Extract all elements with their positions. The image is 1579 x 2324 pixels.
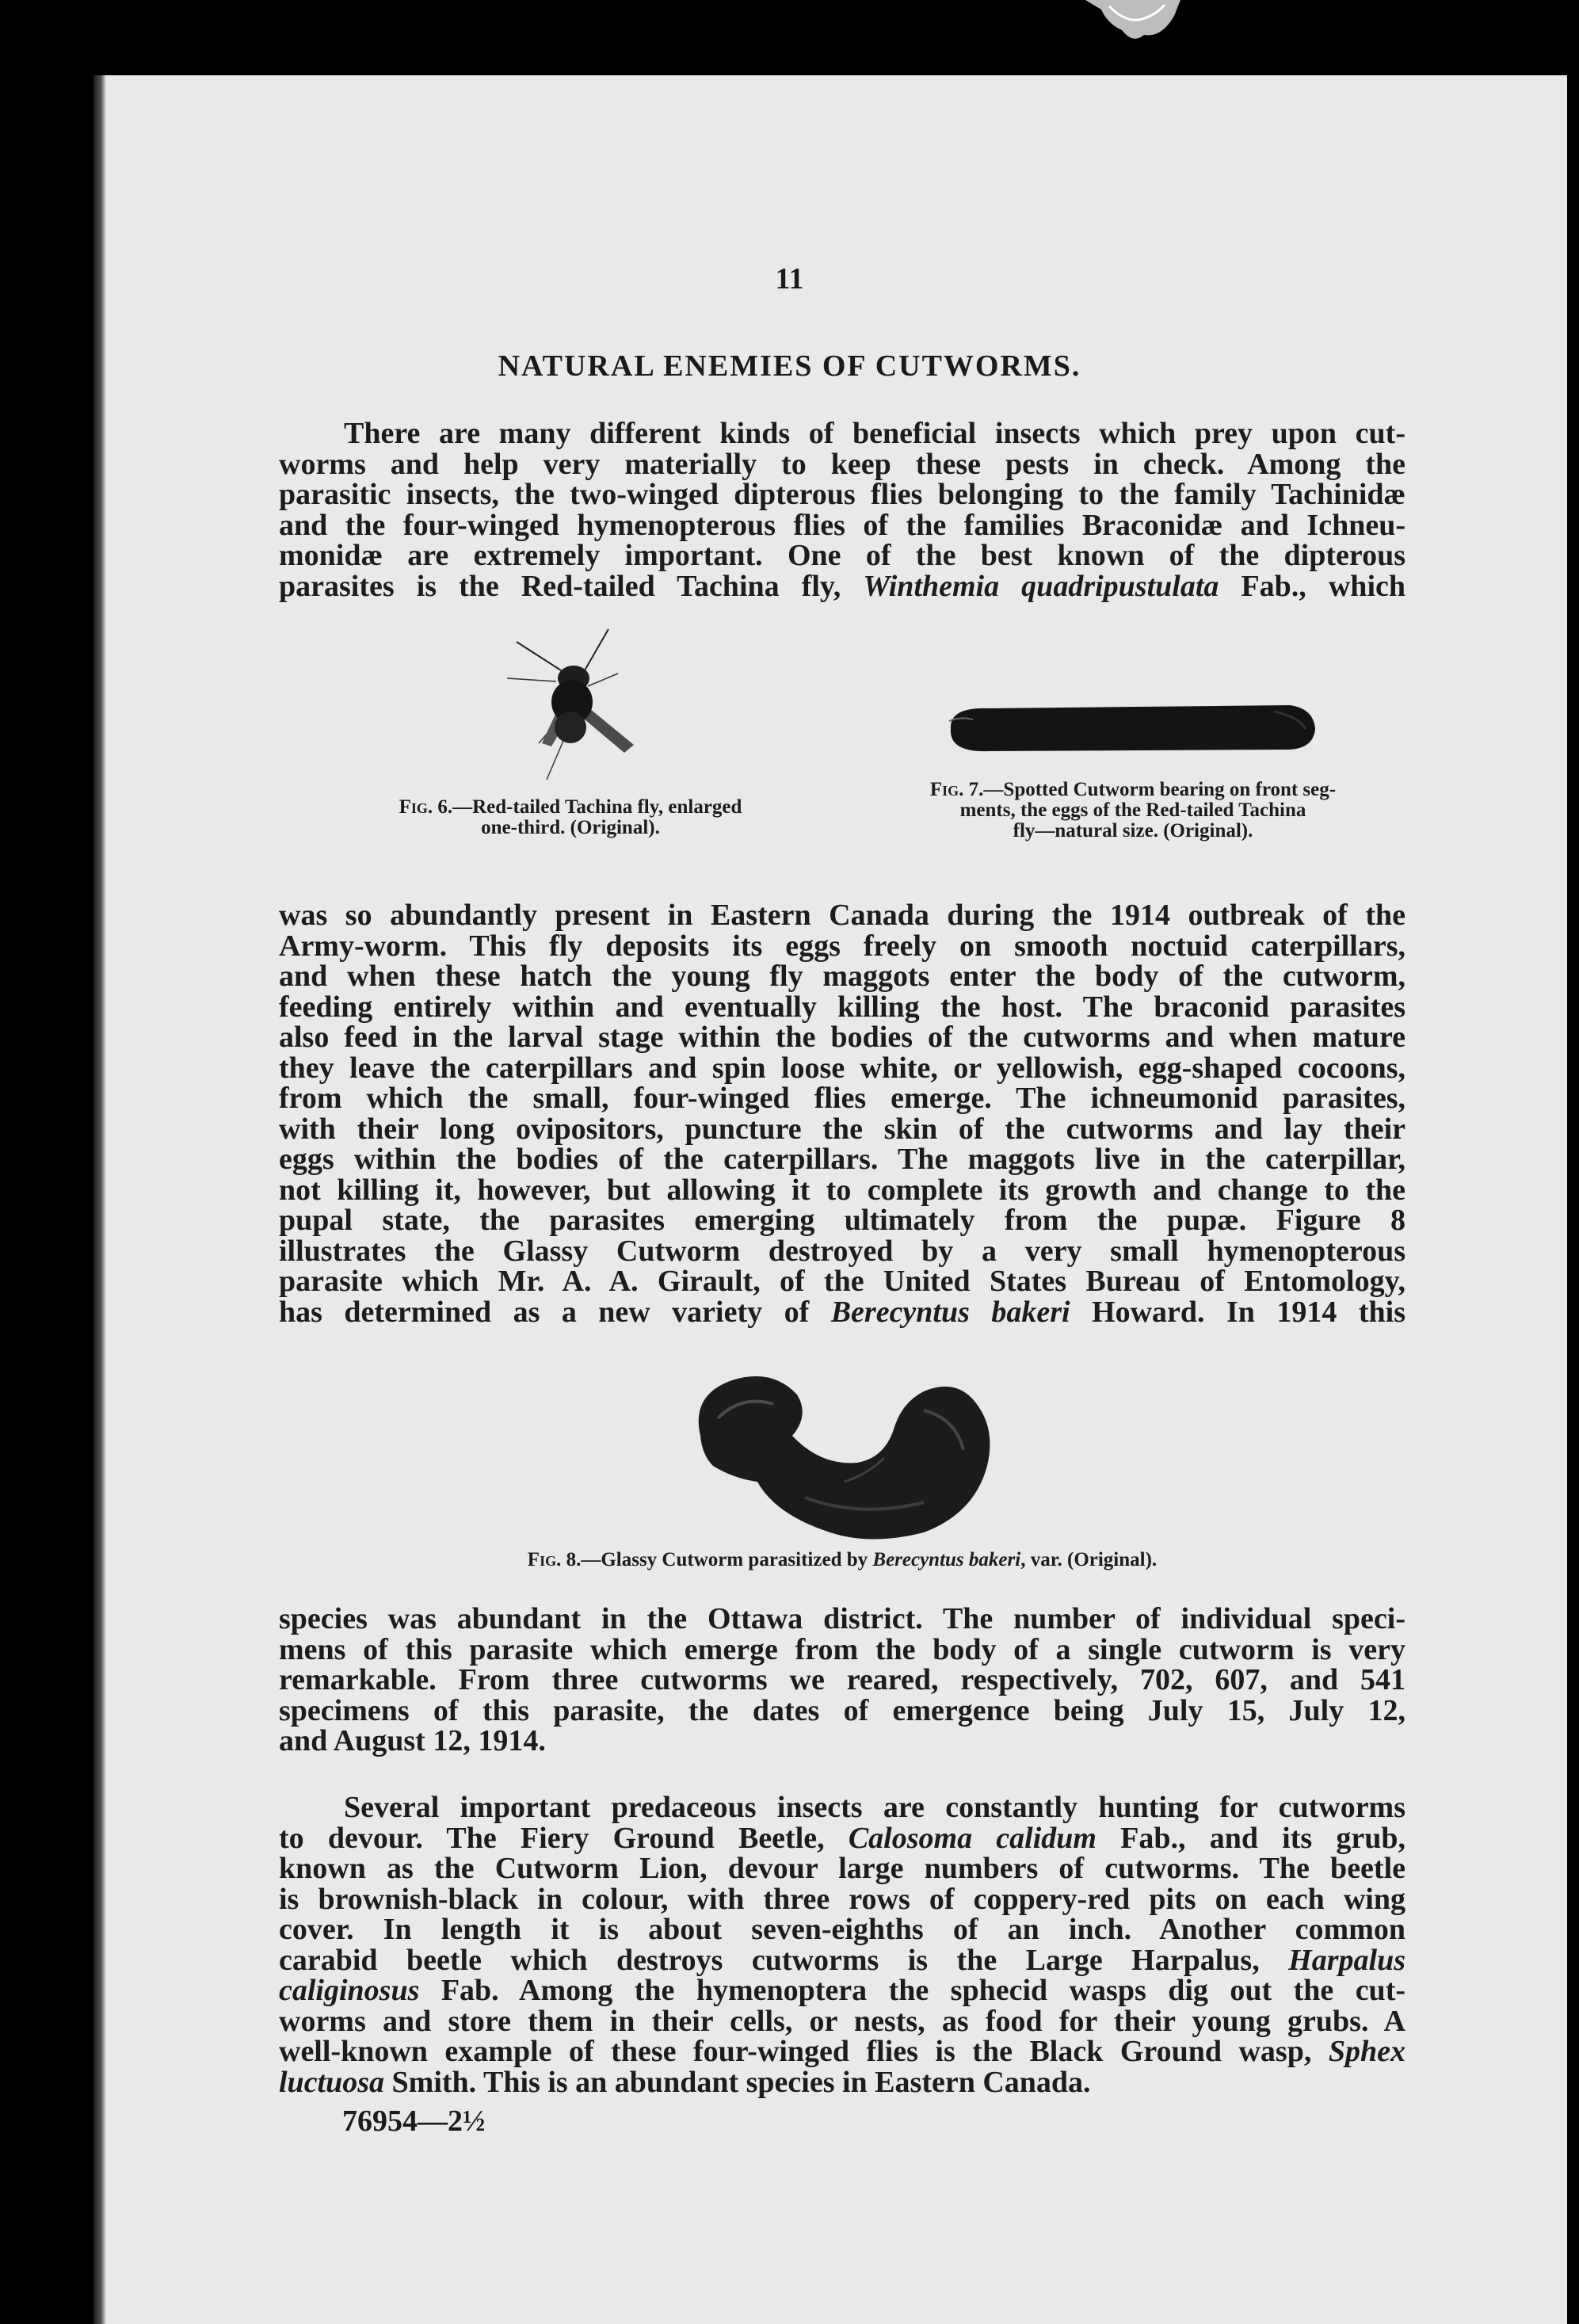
text-line: remarkable. From three cutworms we reared, respectively, 702, 607, and 541 bbox=[279, 1663, 1405, 1696]
text-line: parasites is the Red-tailed Tachina fly, Winthemia quadripustulata Fab., which bbox=[279, 569, 1405, 603]
caption-line: one-third. (Original). bbox=[481, 817, 660, 838]
caption-line: —Red-tailed Tachina fly, enlarged bbox=[452, 796, 742, 818]
figure-label: Fig. 8. bbox=[527, 1549, 582, 1570]
text-line: worms and help very materially to keep these pests in check. Among the bbox=[279, 447, 1405, 481]
text-line: with their long ovipositors, puncture the skin of the cutworms and lay their bbox=[279, 1112, 1405, 1146]
text-line: well-known example of these four-winged flies is the Black Ground wasp, Sphex bbox=[279, 2035, 1405, 2068]
text-line: cover. In length it is about seven-eighths of an inch. Another common bbox=[279, 1913, 1405, 1946]
paragraph-intro bbox=[279, 418, 1405, 601]
text-line: known as the Cutworm Lion, devour large numbers of cutworms. The beetle bbox=[279, 1852, 1405, 1885]
text-line: pupal state, the parasites emerging ultimately from the pupæ. Figure 8 bbox=[279, 1204, 1405, 1237]
tachina-fly-figure bbox=[499, 624, 650, 783]
text-line: species was abundant in the Ottawa district. The number of individual speci- bbox=[279, 1602, 1405, 1635]
text-line: carabid beetle which destroys cutworms is the Large Harpalus, Harpalus bbox=[279, 1943, 1405, 1977]
text-line: feeding entirely within and eventually killing the host. The braconid parasites bbox=[279, 990, 1405, 1024]
paragraph-tachina bbox=[279, 900, 1405, 1327]
page-binding-edge bbox=[93, 75, 106, 2324]
caption-line: ments, the eggs of the Red-tailed Tachina bbox=[959, 799, 1306, 821]
text-line: parasitic insects, the two-winged dipterous flies belonging to the family Tachinidæ bbox=[279, 478, 1405, 511]
text-line: they leave the caterpillars and spin loose white, or yellowish, egg-shaped cocoons, bbox=[279, 1051, 1405, 1085]
caption-text: , var. (Original). bbox=[1020, 1549, 1158, 1570]
text-line: parasite which Mr. A. A. Girault, of the United States Bureau of Entomology, bbox=[279, 1265, 1405, 1298]
text-line: Several important predaceous insects are constantly hunting for cutworms bbox=[344, 1791, 1405, 1824]
caption-line: fly—natural size. (Original). bbox=[1013, 820, 1253, 841]
text-line: eggs within the bodies of the caterpillars. The maggots live in the caterpillar, bbox=[279, 1143, 1405, 1176]
text-line: specimens of this parasite, the dates of emergence being July 15, July 12, bbox=[279, 1693, 1405, 1727]
text-line: from which the small, four-winged flies emerge. The ichneumonid parasites, bbox=[279, 1082, 1405, 1115]
signature-mark: 76954—2½ bbox=[342, 2105, 486, 2138]
text-line: also feed in the larval stage within the bodies of the cutworms and when mature bbox=[279, 1021, 1405, 1054]
text-line: has determined as a new variety of Berecyntus bakeri Howard. In 1914 this bbox=[279, 1295, 1405, 1329]
text-line: There are many different kinds of beneficial insects which prey upon cut- bbox=[344, 417, 1405, 450]
spotted-cutworm-figure bbox=[941, 697, 1322, 761]
text-line: and the four-winged hymenopterous flies of the families Braconidæ and Ichneu- bbox=[279, 508, 1405, 542]
text-line: is brownish-black in colour, with three rows of coppery-red pits on each wing bbox=[279, 1882, 1405, 1916]
figure-6-caption bbox=[333, 797, 808, 838]
scan-blot-mark bbox=[1085, 0, 1180, 55]
page-number: 11 bbox=[775, 262, 804, 296]
caption-species: Berecyntus bakeri bbox=[872, 1549, 1021, 1570]
text-line: was so abundantly present in Eastern Canada during the 1914 outbreak of the bbox=[279, 899, 1405, 932]
figure-label: Fig. 6. bbox=[399, 796, 453, 818]
text-line: mens of this parasite which emerge from the body of a single cutworm is very bbox=[279, 1632, 1405, 1666]
text-line: illustrates the Glassy Cutworm destroyed by a very small hymenopterous bbox=[279, 1234, 1405, 1268]
figure-label: Fig. 7. bbox=[929, 779, 984, 800]
figure-8-caption bbox=[279, 1550, 1405, 1570]
caption-line: —Spotted Cutworm bearing on front seg- bbox=[983, 779, 1337, 800]
caption-text: —Glassy Cutworm parasitized by bbox=[581, 1549, 873, 1570]
paragraph-predaceous bbox=[279, 1792, 1405, 2097]
text-line: and when these hatch the young fly maggots enter the body of the cutworm, bbox=[279, 960, 1405, 993]
text-line: worms and store them in their cells, or nests, as food for their young grubs. A bbox=[279, 2004, 1405, 2038]
text-line: and August 12, 1914. bbox=[279, 1724, 546, 1757]
text-line: to devour. The Fiery Ground Beetle, Calosoma calidum Fab., and its grub, bbox=[279, 1821, 1406, 1855]
section-title: NATURAL ENEMIES OF CUTWORMS. bbox=[498, 349, 1081, 383]
text-line: not killing it, however, but allowing it to complete its growth and change to the bbox=[279, 1173, 1405, 1207]
glassy-cutworm-figure bbox=[686, 1363, 1003, 1545]
text-line: caliginosus Fab. Among the hymenoptera the sphecid wasps dig out the cut- bbox=[279, 1974, 1405, 2007]
text-line: Army-worm. This fly deposits its eggs freely on smooth noctuid caterpillars, bbox=[279, 929, 1405, 963]
text-line: luctuosa Smith. This is an abundant species in Eastern Canada. bbox=[279, 2065, 1091, 2099]
paragraph-species bbox=[279, 1604, 1405, 1757]
figure-7-caption bbox=[856, 780, 1410, 841]
text-line: monidæ are extremely important. One of the best known of the dipterous bbox=[279, 539, 1405, 572]
